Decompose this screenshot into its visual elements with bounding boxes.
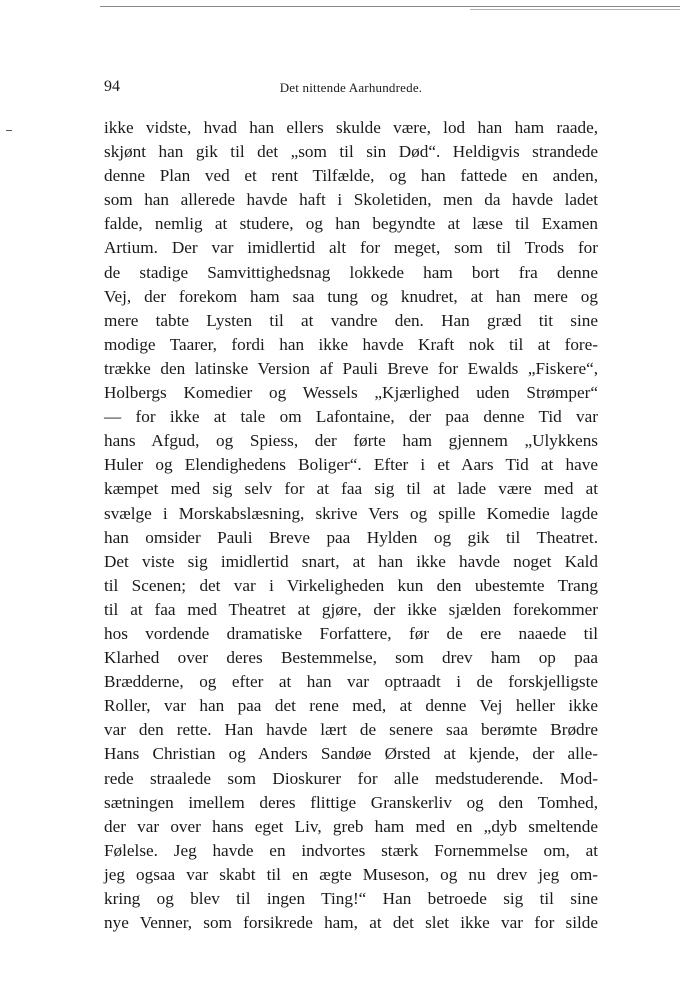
text-line: Artium. Der var imidlertid alt for meget, som til Trods for <box>104 238 598 258</box>
text-line: nye Venner, som forsikrede ham, at det slet ikke var for silde <box>104 913 598 933</box>
text-line: skjønt han gik til det „som til sin Død“. Heldigvis strandede <box>104 142 598 162</box>
text-line: — for ikke at tale om Lafontaine, der paa denne Tid var <box>104 407 598 427</box>
text-line: hos vordende dramatiske Forfattere, før de ere naaede til <box>104 623 598 643</box>
text-line: hans Afgud, og Spiess, der førte ham gjennem „Ulykkens <box>104 431 598 451</box>
body-text <box>104 116 598 935</box>
text-line: trække den latinske Version af Pauli Breve for Ewalds „Fiskere“, <box>104 358 598 378</box>
text-line: Huler og Elendighedens Boliger“. Efter i et Aars Tid at have <box>104 455 598 475</box>
text-line: mere tabte Lysten til at vandre den. Han græd tit sine <box>104 310 598 330</box>
text-line: han omsider Pauli Breve paa Hylden og gik til Theatret. <box>104 527 598 547</box>
text-line: Hans Christian og Anders Sandøe Ørsted at kjende, der alle- <box>104 744 598 764</box>
text-line: Holbergs Komedier og Wessels „Kjærlighed uden Strømper“ <box>104 383 598 403</box>
text-line: der var over hans eget Liv, greb ham med en „dyb smeltende <box>104 816 598 836</box>
text-line: Brædderne, og efter at han var optraadt i de forskjelligste <box>104 672 598 692</box>
text-line: til at faa med Theatret at gjøre, der ikke sjælden forekommer <box>104 599 598 619</box>
text-line: Vej, der forekom ham saa tung og knudret, at han mere og <box>104 286 598 306</box>
text-line: kring og blev til ingen Ting!“ Han betroede sig til sine <box>104 889 598 908</box>
text-line: modige Taarer, fordi han ikke havde Kraft nok til at fore- <box>104 334 598 354</box>
page-number: 94 <box>104 78 120 95</box>
text-line: ikke vidste, hvad han ellers skulde være, lod han ham raade, <box>104 118 598 137</box>
text-line: sætningen imellem deres flittige Granskerliv og den Tomhed, <box>104 792 598 812</box>
text-line: som han allerede havde haft i Skoletiden, men da havde ladet <box>104 190 598 210</box>
text-line: kæmpet med sig selv for at faa sig til at lade være med at <box>104 479 598 499</box>
text-line: rede straalede som Dioskurer for alle medstuderende. Mod- <box>104 768 598 788</box>
text-line: falde, nemlig at studere, og han begyndte at læse til Examen <box>104 214 598 234</box>
text-line: Følelse. Jeg havde en indvortes stærk Fornemmelse om, at <box>104 840 598 860</box>
text-line: var den rette. Han havde lært de senere saa berømte Brødre <box>104 720 598 740</box>
text-line: jeg ogsaa var skabt til en ægte Museson, og nu drev jeg om- <box>104 864 598 884</box>
running-title: Det nittende Aarhundrede. <box>279 80 423 95</box>
margin-mark <box>6 130 12 131</box>
text-line: Det viste sig imidlertid snart, at han ikke havde noget Kald <box>104 551 598 571</box>
text-line: denne Plan ved et rent Tilfælde, og han fattede en anden, <box>104 166 598 186</box>
top-edge-rule-secondary <box>470 9 680 10</box>
text-line: Klarhed over deres Bestemmelse, som drev ham op paa <box>104 648 598 668</box>
top-edge-rule <box>100 6 680 7</box>
text-line: Roller, var han paa det rene med, at denne Vej heller ikke <box>104 696 598 716</box>
page-header <box>104 78 598 100</box>
text-line: til Scenen; det var i Virkeligheden kun den ubestemte Trang <box>104 575 598 595</box>
text-line: svælge i Morskabslæsning, skrive Vers og spille Komedie lagde <box>104 503 598 523</box>
text-line: de stadige Samvittighedsnag lokkede ham bort fra denne <box>104 262 598 282</box>
